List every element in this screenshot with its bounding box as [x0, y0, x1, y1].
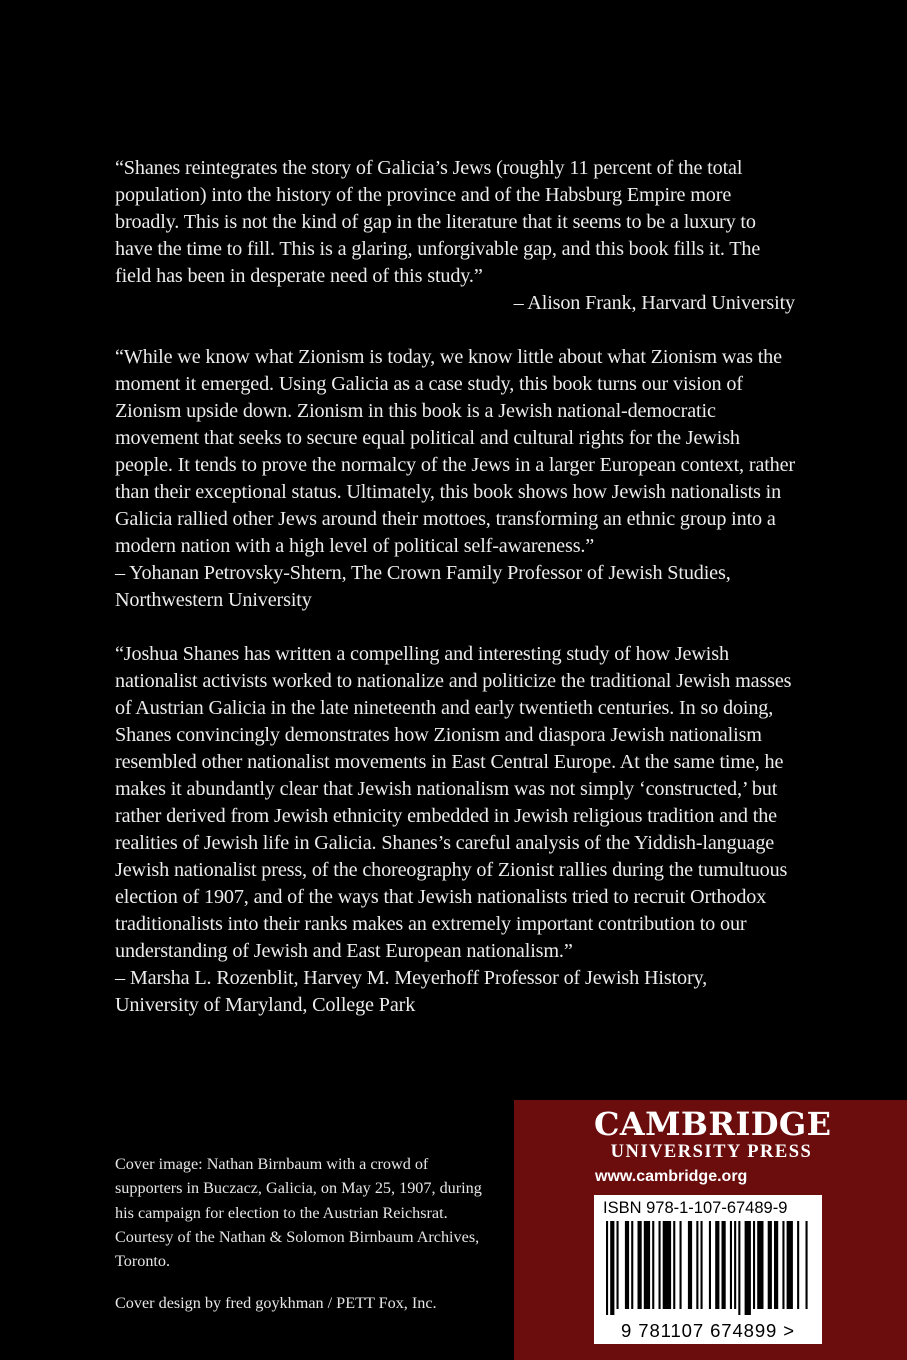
endorsement-quote: “Shanes reintegrates the story of Galicia’s Jews (roughly 11 percent of the total population) into the history of the province and of the Habsburg Empire more broadly. This is not the kind of gap in the literature that it seems to be a luxury to have the time to fill. This is a glaring, unforgivable gap, and this book fills it. The field has been in desperate need of this study.”	[115, 157, 761, 287]
cover-image-credit: Cover image: Nathan Birnbaum with a crowd of supporters in Buczacz, Galicia, on May 25, 1907, during his campaign for election to the Austrian Reichsrat. Courtesy of the Nathan & Solomon Birnbaum Archives, Toronto.	[115, 1155, 482, 1271]
barcode-bar	[738, 1221, 740, 1315]
barcode-bar	[787, 1221, 793, 1309]
barcode-bar	[696, 1221, 698, 1309]
barcode-bar	[701, 1221, 703, 1309]
endorsement-frank	[115, 155, 795, 317]
barcode-bar	[631, 1221, 633, 1309]
barcode-bar	[734, 1221, 736, 1309]
endorsement-attribution: – Yohanan Petrovsky-Shtern, The Crown Family Professor of Jewish Studies, Northwestern University	[115, 562, 731, 611]
barcode-digits: 9 781107 674899 >	[621, 1320, 795, 1341]
barcode-bar	[797, 1221, 799, 1309]
barcode-bar	[610, 1221, 614, 1315]
barcode-bar	[663, 1221, 671, 1309]
barcode-bar	[688, 1221, 692, 1309]
barcode-icon	[606, 1221, 810, 1315]
endorsement-petrovsky-shtern	[115, 344, 795, 614]
barcode-bar	[745, 1221, 751, 1315]
endorsement-attribution: – Alison Frank, Harvard University	[513, 292, 795, 314]
barcode-bar	[730, 1221, 732, 1309]
cover-design-credit: Cover design by fred goykhman / PETT Fox, Inc.	[115, 1294, 437, 1313]
credits	[115, 1152, 495, 1316]
barcode-bar	[638, 1221, 642, 1309]
barcode-bar	[806, 1221, 808, 1309]
barcode-bar	[757, 1221, 763, 1309]
barcode-bar	[722, 1221, 726, 1309]
barcode-bar	[709, 1221, 711, 1309]
barcode-bar	[644, 1221, 650, 1309]
endorsement-attribution: – Marsha L. Rozenblit, Harvey M. Meyerhoff Professor of Jewish History, University of Maryland, College Park	[115, 967, 708, 1016]
barcode-bar	[680, 1221, 682, 1309]
barcode-bar	[774, 1221, 778, 1309]
isbn-label: ISBN 978-1-107-67489-9	[603, 1199, 788, 1217]
barcode-bar	[768, 1221, 772, 1309]
publisher-panel	[514, 1100, 907, 1360]
endorsement-rozenblit	[115, 641, 795, 1019]
endorsement-quote: “Joshua Shanes has written a compelling and interesting study of how Jewish nationalist activists worked to nationalize and politicize the traditional Jewish masses of Austrian Galicia in the late nineteenth and early twentieth centuries. In so doing, Shanes convincingly demonstrates how Zionism and diaspora Jewish nationalism resembled other nationalist movements in East Central Europe. At the same time, he makes it abundantly clear that Jewish nationalism was not simply ‘constructed,’ but rather derived from Jewish ethnicity embedded in Jewish religious tradition and the realities of Jewish life in Galicia. Shanes’s careful analysis of the Yiddish-language Jewish nationalist press, of the choreography of Zionist rallies during the tumultuous election of 1907, and of the ways that Jewish nationalists tried to recruit Orthodox traditionalists into their ranks makes an extremely important contribution to our understanding of Jewish and East European nationalism.”	[115, 643, 792, 962]
barcode-bar	[617, 1221, 619, 1309]
barcode-bar	[606, 1221, 608, 1315]
publisher-website: www.cambridge.org	[595, 1168, 748, 1185]
publisher-press: UNIVERSITY PRESS	[610, 1142, 813, 1162]
endorsement-quote: “While we know what Zionism is today, we know little about what Zionism was the moment it emerged. Using Galicia as a case study, this book turns our vision of Zionism upside down. Zionism in this book is a Jewish national-democratic movement that seeks to secure equal political and cultural rights for the Jewish people. It tends to prove the normalcy of the Jews in a larger European context, rather than their exceptional status. Ultimately, this book shows how Jewish nationalists in Galicia rallied other Jews around their mottoes, transforming an ethnic group into a modern nation with a high level of political self-awareness.”	[115, 346, 795, 557]
barcode-bar	[652, 1221, 654, 1309]
barcode-bar	[659, 1221, 661, 1309]
barcode-bar	[753, 1221, 755, 1309]
barcode-block	[594, 1195, 822, 1344]
barcode-bar	[625, 1221, 629, 1309]
barcode-bar	[715, 1221, 719, 1309]
barcode-bar	[782, 1221, 784, 1309]
publisher-name: CAMBRIDGE	[594, 1105, 832, 1143]
endorsements	[115, 155, 795, 1046]
barcode-bar	[673, 1221, 675, 1309]
